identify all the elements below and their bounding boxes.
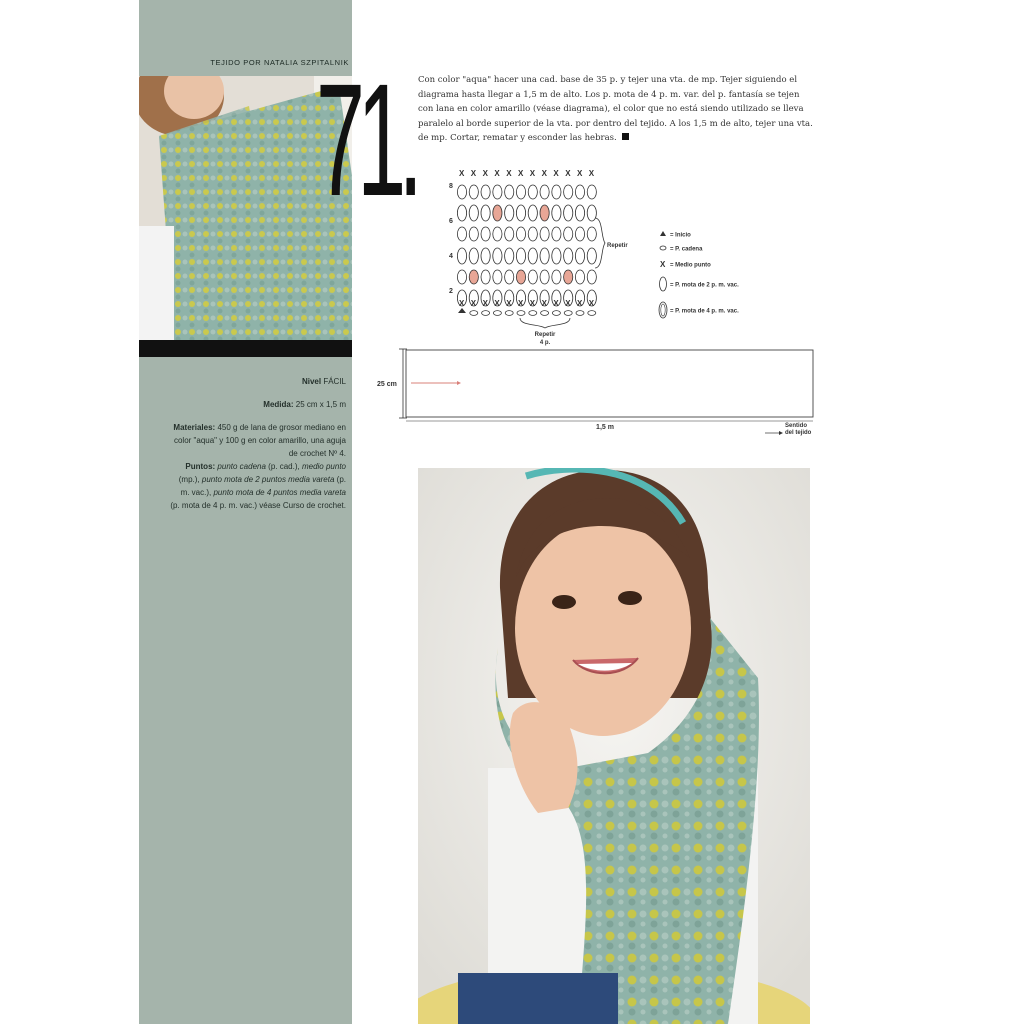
crochet-chart-svg xyxy=(445,168,775,348)
oval-stitch xyxy=(457,185,466,199)
bobble-stitch xyxy=(540,205,549,221)
scarf-schematic-svg xyxy=(375,345,825,445)
x-stitch: X xyxy=(565,169,571,178)
x-stitch: X xyxy=(529,169,536,178)
legend-label: = P. cadena xyxy=(670,246,703,253)
stitches-label: Puntos: xyxy=(185,462,216,471)
oval-stitch xyxy=(552,227,561,241)
x-stitch: X xyxy=(494,299,500,308)
model-photo-image xyxy=(418,468,810,1024)
materials-line xyxy=(170,421,346,460)
oval-small-icon xyxy=(660,246,666,250)
repeat-count: 4 p. xyxy=(539,340,551,346)
level-label: Nivel xyxy=(301,377,322,386)
oval-stitch xyxy=(540,270,549,284)
oval-stitch xyxy=(528,270,537,284)
x-stitch: X xyxy=(470,169,477,178)
scarf-rectangle xyxy=(406,350,813,417)
oval-stitch xyxy=(564,185,573,199)
oval-stitch xyxy=(457,270,466,284)
oval-stitch xyxy=(505,205,514,221)
measures-label: Medida: xyxy=(263,400,294,409)
oval-stitch xyxy=(457,227,466,241)
crochet-chart xyxy=(445,168,775,353)
oval-stitch xyxy=(540,185,549,199)
oval-stitch xyxy=(564,205,573,221)
oval-stitch xyxy=(575,248,584,264)
triangle-icon xyxy=(660,231,666,236)
oval-stitch xyxy=(493,270,502,284)
x-stitch: X xyxy=(482,169,488,178)
x-stitch: X xyxy=(553,299,559,308)
bobble-stitch xyxy=(469,270,478,284)
oval-double-icon-inner xyxy=(661,304,665,316)
chain-stitch xyxy=(470,311,478,316)
specs-block xyxy=(170,375,346,512)
scarf-schematic xyxy=(375,345,825,450)
oval-stitch xyxy=(552,185,561,199)
oval-stitch xyxy=(528,185,537,199)
oval-stitch xyxy=(575,270,584,284)
end-square-icon xyxy=(622,133,629,140)
x-stitch: X xyxy=(577,299,583,308)
row-number: 6 xyxy=(449,218,453,225)
oval-stitch xyxy=(575,205,584,221)
chain-stitch xyxy=(588,311,596,316)
x-stitch: X xyxy=(541,299,547,308)
stitch-2: medio punto xyxy=(301,462,346,471)
stitches-line xyxy=(170,460,346,512)
oval-stitch xyxy=(528,227,537,241)
repeat-bracket-right xyxy=(595,218,605,268)
oval-stitch xyxy=(587,227,596,241)
materials-value: 450 g de lana de grosor mediano en color "aqua" y 100 g en color amarillo, una aguja de crochet Nº 4. xyxy=(173,423,346,458)
oval-stitch xyxy=(493,227,502,241)
chain-stitch xyxy=(505,311,513,316)
x-stitch: X xyxy=(506,169,512,178)
chain-stitch xyxy=(564,311,572,316)
materials-label: Materiales: xyxy=(173,423,216,432)
x-stitch: X xyxy=(529,299,536,308)
x-stitch: X xyxy=(553,169,559,178)
pattern-number: 71. xyxy=(316,50,416,229)
instructions-body: Con color "aqua" hacer una cad. base de 35 p. y tejer una vta. de mp. Tejer siguiendo el diagrama hasta llegar a 1,5 m de alto. Los p. mota de 4 p. m. var. del p. fantasía se tejen con lana en color amarillo (véase diagrama), el color que no está siendo utilizado se lleva paralelo al borde superior de la vta. por dentro del tejido. A los 1,5 m de alto, tejer una vta. de mp. Cortar, rematar y esconder las hebras. xyxy=(418,75,813,143)
oval-stitch xyxy=(481,227,490,241)
stitch-2-abbr: (mp.), xyxy=(178,475,200,484)
oval-stitch xyxy=(564,248,573,264)
x-stitch: X xyxy=(577,169,583,178)
direction-label: Sentido del tejido xyxy=(785,423,812,436)
oval-stitch xyxy=(481,205,490,221)
legend-label: = Inicio xyxy=(670,232,691,239)
oval-stitch xyxy=(457,248,466,264)
oval-stitch xyxy=(552,248,561,264)
x-stitch: X xyxy=(541,169,547,178)
oval-stitch xyxy=(505,270,514,284)
repeat-label-right: Repetir xyxy=(607,243,628,249)
stitch-1: punto cadena xyxy=(217,462,266,471)
oval-stitch xyxy=(587,185,596,199)
oval-stitch xyxy=(516,248,525,264)
stitch-4-abbr: (p. mota de 4 p. m. vac.) véase Curso de crochet. xyxy=(170,501,346,510)
x-icon: X xyxy=(660,260,666,269)
oval-stitch xyxy=(575,185,584,199)
chain-stitch xyxy=(529,311,537,316)
oval-stitch xyxy=(493,248,502,264)
oval-stitch xyxy=(540,227,549,241)
chain-stitch xyxy=(576,311,584,316)
length-label: 1,5 m xyxy=(596,424,614,431)
bobble-stitch xyxy=(516,270,525,284)
x-stitch: X xyxy=(588,299,595,308)
repeat-label-bottom: Repetir xyxy=(534,332,556,338)
measures-line xyxy=(170,398,346,411)
oval-stitch xyxy=(516,227,525,241)
measures-value: 25 cm x 1,5 m xyxy=(295,400,346,409)
row-number: 2 xyxy=(449,288,453,295)
x-stitch: X xyxy=(459,299,465,308)
oval-large-icon xyxy=(660,277,667,291)
chain-stitch xyxy=(541,311,549,316)
oval-stitch xyxy=(469,205,478,221)
x-stitch: X xyxy=(565,299,571,308)
oval-stitch xyxy=(481,248,490,264)
level-line xyxy=(170,375,346,388)
legend-label: = Medio punto xyxy=(670,262,711,269)
oval-stitch xyxy=(528,248,537,264)
legend-label: = P. mota de 2 p. m. vac. xyxy=(670,282,739,289)
chain-stitch xyxy=(517,311,525,316)
oval-stitch xyxy=(481,270,490,284)
oval-stitch xyxy=(516,185,525,199)
oval-stitch xyxy=(564,227,573,241)
oval-stitch xyxy=(575,227,584,241)
x-stitch: X xyxy=(518,169,524,178)
row-number: 8 xyxy=(449,183,453,190)
model-photo xyxy=(418,468,810,1024)
chain-stitch xyxy=(552,311,560,316)
divider-bar xyxy=(139,340,352,357)
oval-stitch xyxy=(457,205,466,221)
x-stitch: X xyxy=(482,299,488,308)
row-number: 4 xyxy=(449,253,453,260)
legend-label: = P. mota de 4 p. m. vac. xyxy=(670,308,739,315)
x-stitch: X xyxy=(494,169,500,178)
oval-stitch xyxy=(540,248,549,264)
bobble-stitch xyxy=(564,270,573,284)
bobble-stitch xyxy=(493,205,502,221)
oval-stitch xyxy=(587,248,596,264)
height-label: 25 cm xyxy=(377,381,397,388)
oval-stitch xyxy=(469,185,478,199)
stitch-4: punto mota de 4 puntos media vareta xyxy=(213,488,346,497)
x-stitch: X xyxy=(470,299,477,308)
oval-stitch xyxy=(505,248,514,264)
oval-stitch xyxy=(587,205,596,221)
oval-stitch xyxy=(516,205,525,221)
oval-stitch xyxy=(552,205,561,221)
oval-stitch xyxy=(469,248,478,264)
chain-stitch xyxy=(482,311,490,316)
oval-stitch xyxy=(469,227,478,241)
instructions-text xyxy=(418,73,813,146)
chain-stitch xyxy=(493,311,501,316)
x-stitch: X xyxy=(506,299,512,308)
x-stitch: X xyxy=(459,169,465,178)
start-triangle xyxy=(458,308,466,313)
oval-stitch xyxy=(481,185,490,199)
oval-stitch xyxy=(552,270,561,284)
oval-stitch xyxy=(493,185,502,199)
oval-stitch xyxy=(587,270,596,284)
repeat-bracket-bottom xyxy=(520,318,570,328)
oval-stitch xyxy=(505,185,514,199)
level-value: FÁCIL xyxy=(323,377,346,386)
stitch-1-abbr: (p. cad.), xyxy=(268,462,300,471)
oval-stitch xyxy=(505,227,514,241)
stitch-3: punto mota de 2 puntos media vareta xyxy=(201,475,335,484)
x-stitch: X xyxy=(518,299,524,308)
x-stitch: X xyxy=(588,169,595,178)
stitch-3-abbr: (p. m. vac.), xyxy=(180,475,346,497)
byline: TEJIDO POR NATALIA SZPITALNIK xyxy=(210,58,349,67)
oval-stitch xyxy=(528,205,537,221)
